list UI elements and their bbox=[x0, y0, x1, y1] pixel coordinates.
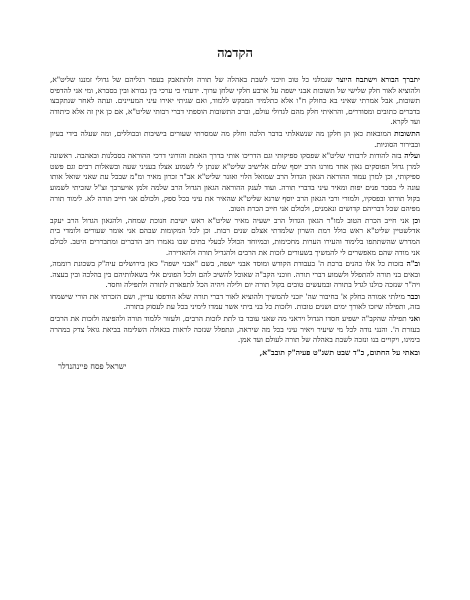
author-signature: ישראל פסח פיינהנדלר bbox=[58, 361, 127, 371]
paragraph-4 bbox=[50, 216, 420, 258]
paragraph-1 bbox=[50, 75, 420, 128]
paragraph-body: בזה להודות לרבותי שליט"א שפסקו ספיקותי וגם הדריכו אותי בדרך האמת והורוני דרכי ההוראה בסבלנות ובאהבה. ראשונה למרן גדול הפוסקים גאון אחד מורנו הרב יוסף שלום אלישיב שליט"א שנתן לי לשמוע אצלו בעניני שעה ובשאלות רבים וגם פשט ספיקותי, וכן למרן עמוד ההוראה הגאון הגדול הרב שמואל הלוי ואזנר שליט"א אב"ד זכרון מאיר ומ"מ שבכל עת שאני שואל אותו עונה לי בסבר פנים יפות ומאיר עיני בדברי תורה. ועוד לענק ההוראה הגאון הגדול הרב שלמה זלמן אויערבך זצ"ל שזכיתי לשמוע בקול תורתו ובפסקיו, ולמורי ורבי הגאון הרב יוסף שרגא שליט"א שהאיר את עיני בכל ספק, ולכולם אני חייב תודה לא. לימוד תורה מפיהם שכל דבריהם קדושים ונאמנים, ולכולם אני חייב הכרת הטוב. bbox=[50, 151, 420, 214]
paragraph-5 bbox=[50, 259, 420, 291]
paragraph-7 bbox=[50, 314, 420, 346]
closing-line bbox=[50, 347, 420, 358]
paragraph-2 bbox=[50, 129, 420, 150]
paragraph-lead: וכן bbox=[412, 215, 420, 225]
paragraph-body: שגמלני כל טוב וזיכני לשבת באהלה של תורה ולהתאבק בעפר רגליהם של גדולי זמננו שליט"א, ולהוציא לאור חלק שלישי של תשובות אבני ישפה על ארבע חלקי שלחן ערוך. ידעתי כי ערכי בין גבורא ובין בסברא, ומי אני להדפיס תשובות, אבל אמרתי שאיני בא כחולק ח"ו אלא כתלמיד המבקש ללמוד, ואם שגיתי יאירו עיני המעיינים. ועתה לאחר שנתקבצו בדברים כתובים ומסודרים, והראיתי חלק מהם לגדולי עולם, וברב התשובות הוספתי דברי רבותי שליט"א, אם כן אין זה אלא כיתודה ועד לקרא. bbox=[50, 75, 420, 127]
paragraph-body: תפילה שהקב"ה ישפיע חסדו הגדול ויראני מה שאני עובד בו לתת לזכות הרבים, ולעזור ללמוד תורה ולהפיצה ולזכות את הרבים בעזרת ה'. והנני נודה לכל מי שיעיר ויאיר עיני בכל מה שיראה, ונתפלל שנזכה לראות בגאולה השלימה בביאת גואל צדק במהרה בימינו, ויקויים בנו ונזכה לשבת באהלה של תורה לעולם ועד אמן. bbox=[50, 314, 420, 345]
body-text bbox=[50, 75, 420, 346]
paragraph-3 bbox=[50, 151, 420, 215]
paragraph-body: אני חייב הכרת הטוב למו"ר הגאון הגדול הרב ישעיה מאיר שליט"א ראש ישיבת חנוכת שמחה, ולהגאון הגדול הרב יעקב אדלשטיין שליט"א ראש כולל רמת השרון שלמדתי אצלם שנים רבות. וכן לכל המקומות שבהם אני אומר שעורים ולומדי בית המדרש שהשתתפו בלימוד והעירו הערות מחכימות, ובמיוחד הכולל לבעלי בתים שבו נאמרו רוב הדברים ומתבררים היטב. לכולם אני מודה שהם מאפשרים לי להמשיך בשעורים לזכות את הרבים ולהגדיל תורה ולהאדירה. bbox=[50, 215, 420, 257]
closing-lead: ובאתי על החתום bbox=[369, 347, 420, 357]
page-title: הקדמה bbox=[217, 46, 253, 61]
paragraph-lead: יתברך הבורא וישתבח היוצר bbox=[336, 75, 420, 84]
paragraph-lead: וכבר bbox=[407, 291, 420, 301]
paragraph-6 bbox=[50, 292, 420, 313]
paragraph-body: מילתי אמורה בחלק א' בחיבור שה' יזכני להמשיך ולהוציא לאור דברי תורה שלא הודפסו עדיין, ושם הזכרתי את הורי שישמחו בזה, ותפילה שיזכו לאורך ימים ושנים טובות. ולזכות כל בני ביתי אשר עמדו לימיני בכל עת לעסוק בתורה. bbox=[50, 291, 420, 312]
paragraph-lead: ועליה bbox=[404, 151, 420, 161]
paragraph-lead: ואני bbox=[409, 314, 420, 324]
paragraph-lead: התשובות bbox=[394, 128, 420, 138]
paragraph-body: המובאות כאן הן חלקן מה שנשאלתי בדבר הלכה וחלק מה שמסרתי שעורים בישיבות ובכוללים, ומה שעלה בידי בעיון ובבירור הסוגיות. bbox=[50, 128, 420, 149]
paragraph-lead: וב"ה bbox=[406, 259, 420, 269]
paragraph-body: בזכות כל אלו כהנים ברכת ה' בעבודת הקודש ומוסד אבני ישפה, בשם "אבני ישפה" כאן בירושלים עיה"ק בשכונת רוממה, ובאים בני תורה להתפלל ולשמוע דברי תורה. וזוכני הקב"ה שאוכל להשיב להם ולכל הפונים אלי בשאלותיהם בין בהלכה ובין בעצה. ויה"ר שנזכה כולנו לגדל בתורה ובמעשים טובים בקול תורה יום ולילה ויהיה הכל לתפארת לתורה ולתפילה וחסד. bbox=[50, 259, 420, 290]
closing-date: , כ"ד שבט תשנ"ט פעיה"ק תובב"א, bbox=[259, 347, 370, 357]
